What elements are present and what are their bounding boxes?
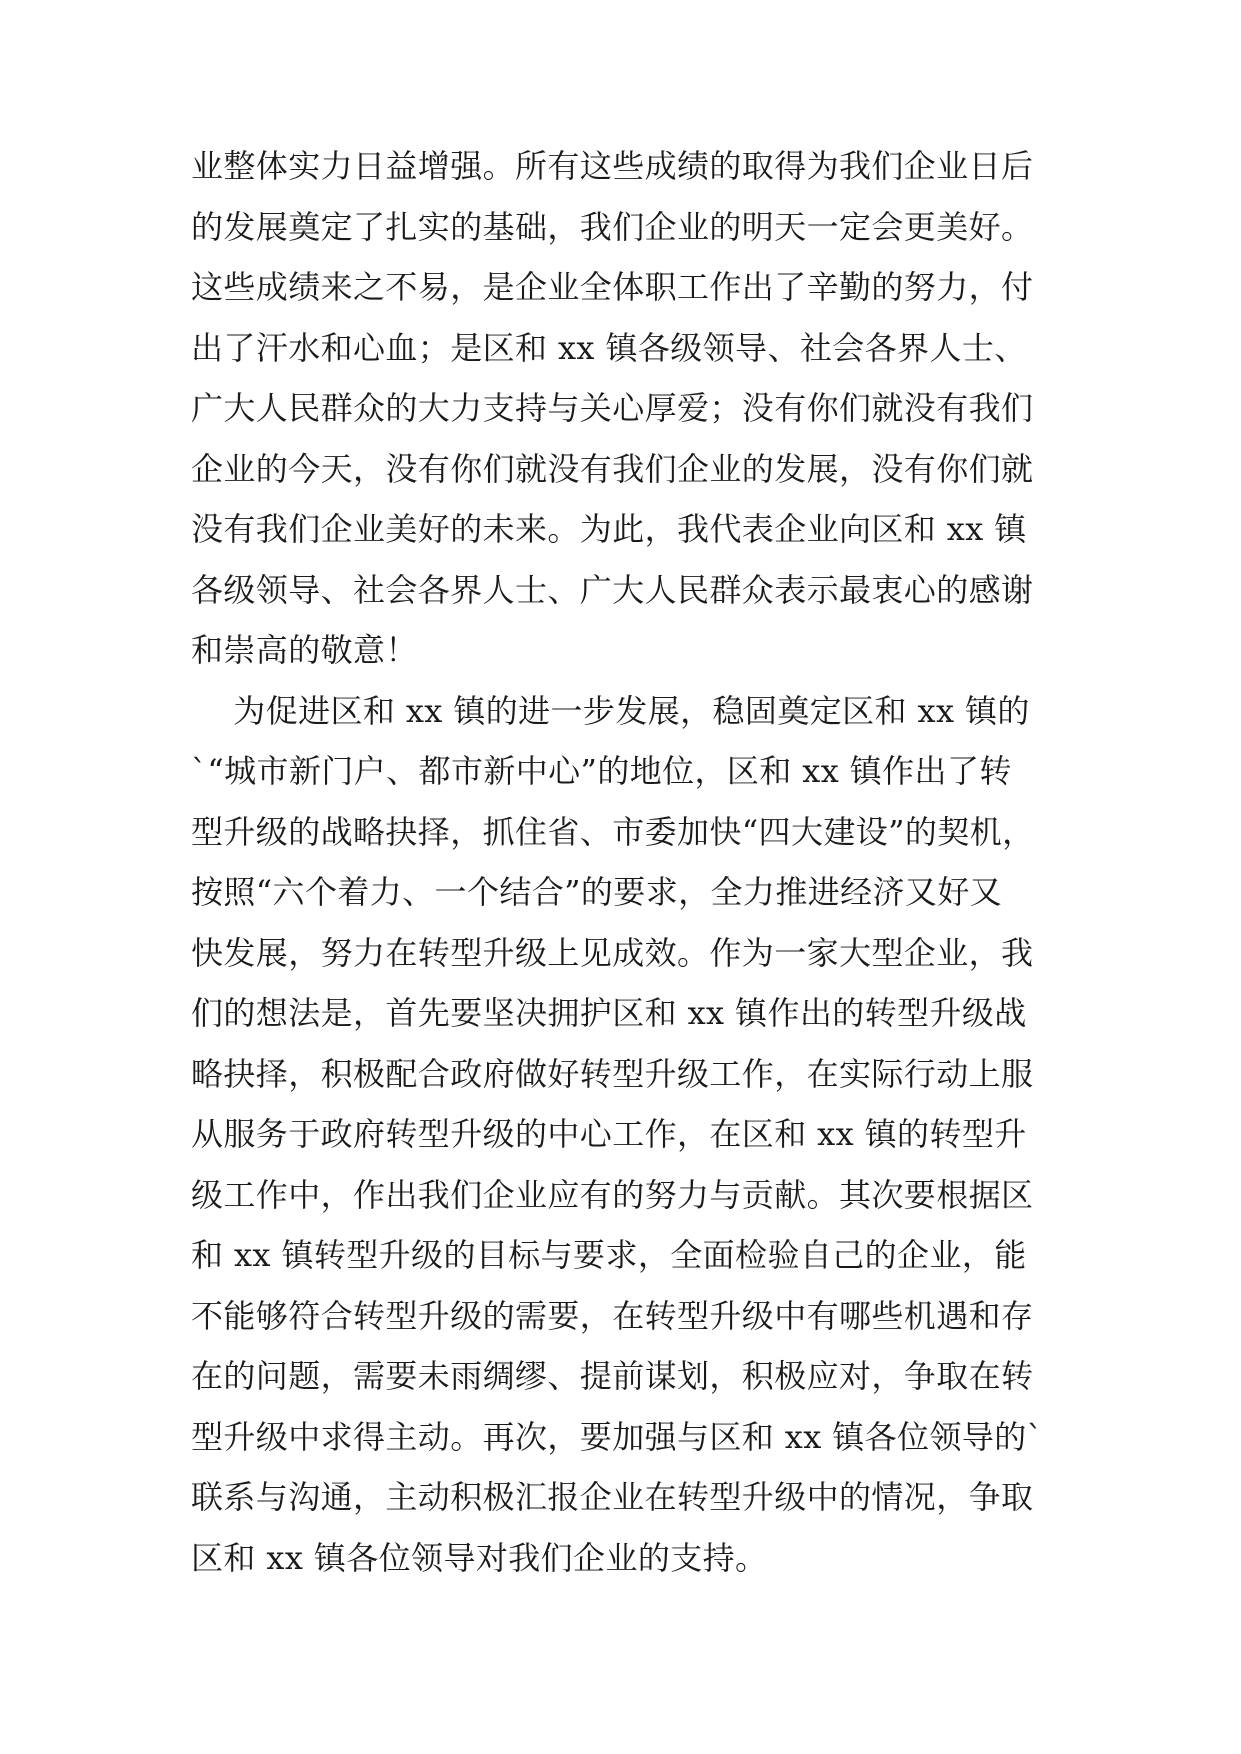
text-line: 企业的今天，没有你们就没有我们企业的发展，没有你们就: [191, 449, 1034, 488]
text-line: 从服务于政府转型升级的中心工作，在区和 xx 镇的转型升: [191, 1115, 1027, 1153]
text-line: 和崇高的敬意！: [191, 631, 418, 669]
text-line: 略抉择，积极配合政府做好转型升级工作，在实际行动上服: [191, 1054, 1034, 1093]
text-line: 的发展奠定了扎实的基础，我们企业的明天一定会更美好。: [191, 207, 1034, 246]
text-line: 们的想法是，首先要坚决拥护区和 xx 镇作出的转型升级战: [191, 994, 1027, 1032]
text-line: 区和 xx 镇各位领导对我们企业的支持。: [191, 1538, 768, 1577]
text-line: 型升级中求得主动。再次，要加强与区和 xx 镇各位领导的`: [191, 1417, 1044, 1456]
text-line: 级工作中，作出我们企业应有的努力与贡献。其次要根据区: [191, 1175, 1034, 1214]
text-line: 和 xx 镇转型升级的目标与要求，全面检验自己的企业，能: [191, 1236, 1027, 1274]
text-line: 按照“六个着力、一个结合”的要求，全力推进经济又好又: [191, 873, 1003, 911]
text-line: 在的问题，需要未雨绸缪、提前谋划，积极应对，争取在转: [191, 1357, 1034, 1395]
text-line: 型升级的战略抉择，抓住省、市委加快“四大建设”的契机，: [191, 812, 1035, 851]
text-line: 广大人民群众的大力支持与关心厚爱；没有你们就没有我们: [191, 389, 1034, 427]
text-line: 业整体实力日益增强。所有这些成绩的取得为我们企业日后: [191, 147, 1034, 185]
text-line: 没有我们企业美好的未来。为此，我代表企业向区和 xx 镇: [191, 510, 1027, 548]
text-line: 出了汗水和心血；是区和 xx 镇各级领导、社会各界人士、: [191, 328, 1027, 367]
text-line: `“城市新门户、都市新中心”的地位，区和 xx 镇作出了转: [191, 752, 1012, 790]
document-body: [191, 136, 1071, 1588]
text-line: 联系与沟通，主动积极汇报企业在转型升级中的情况，争取: [191, 1478, 1034, 1516]
text-line: 这些成绩来之不易，是企业全体职工作出了辛勤的努力，付: [191, 268, 1034, 306]
text-line: 不能够符合转型升级的需要，在转型升级中有哪些机遇和存: [191, 1296, 1034, 1335]
text-line: 各级领导、社会各界人士、广大人民群众表示最衷心的感谢: [191, 570, 1034, 609]
text-line: 为促进区和 xx 镇的进一步发展，稳固奠定区和 xx 镇的: [191, 691, 1030, 730]
text-line: 快发展，努力在转型升级上见成效。作为一家大型企业，我: [191, 933, 1034, 972]
